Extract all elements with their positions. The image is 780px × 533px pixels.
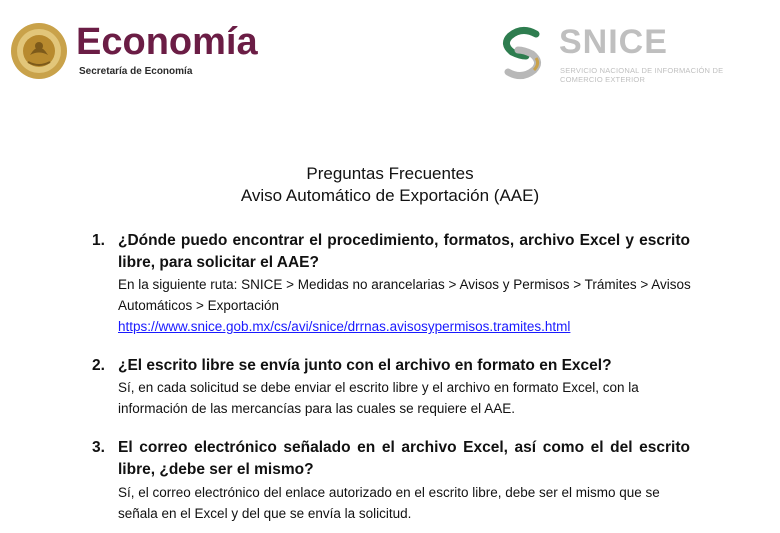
faq-question: ¿El escrito libre se envía junto con el archivo en formato en Excel? <box>118 357 612 374</box>
faq-answer: Sí, en cada solicitud se debe enviar el escrito libre y el archivo en formato Excel, con la información de las mercancías para las cuales se requiere el AAE. <box>118 380 639 416</box>
title-line-2: Aviso Automático de Exportación (AAE) <box>240 186 540 205</box>
faq-answer: Sí, el correo electrónico del enlace autorizado en el escrito libre, debe ser el mismo que se señala en el Excel y del que se envía la solicitud. <box>118 485 660 521</box>
economia-brand: Economía <box>76 21 258 63</box>
economia-subtitle: Secretaría de Economía <box>79 66 193 77</box>
faq-number: 2. <box>92 357 105 374</box>
faq-number: 3. <box>92 439 105 456</box>
snice-route-link[interactable]: https://www.snice.gob.mx/cs/avi/snice/drrnas.avisosypermisos.tramites.html <box>118 319 571 334</box>
faq-number: 1. <box>92 232 105 249</box>
page-header <box>0 0 780 100</box>
faq-link-container <box>118 316 692 337</box>
title-line-1: Preguntas Frecuentes <box>306 164 474 183</box>
faq-question: ¿Dónde puedo encontrar el procedimiento, formatos, archivo Excel y escrito libre, para solicitar el AAE? <box>118 232 690 271</box>
snice-brand: SNICE <box>559 23 668 61</box>
mexico-seal-icon <box>10 22 68 80</box>
snice-subtitle: SERVICIO NACIONAL DE INFORMACIÓN DE COMERCIO EXTERIOR <box>560 66 724 84</box>
document-title <box>0 163 780 207</box>
faq-answer: En la siguiente ruta: SNICE > Medidas no arancelarias > Avisos y Permisos > Trámites > Avisos Automáticos > Exportación <box>118 277 691 313</box>
faq-question: El correo electrónico señalado en el archivo Excel, así como el del escrito libre, ¿debe ser el mismo? <box>118 439 690 478</box>
snice-logo-icon <box>498 26 546 80</box>
